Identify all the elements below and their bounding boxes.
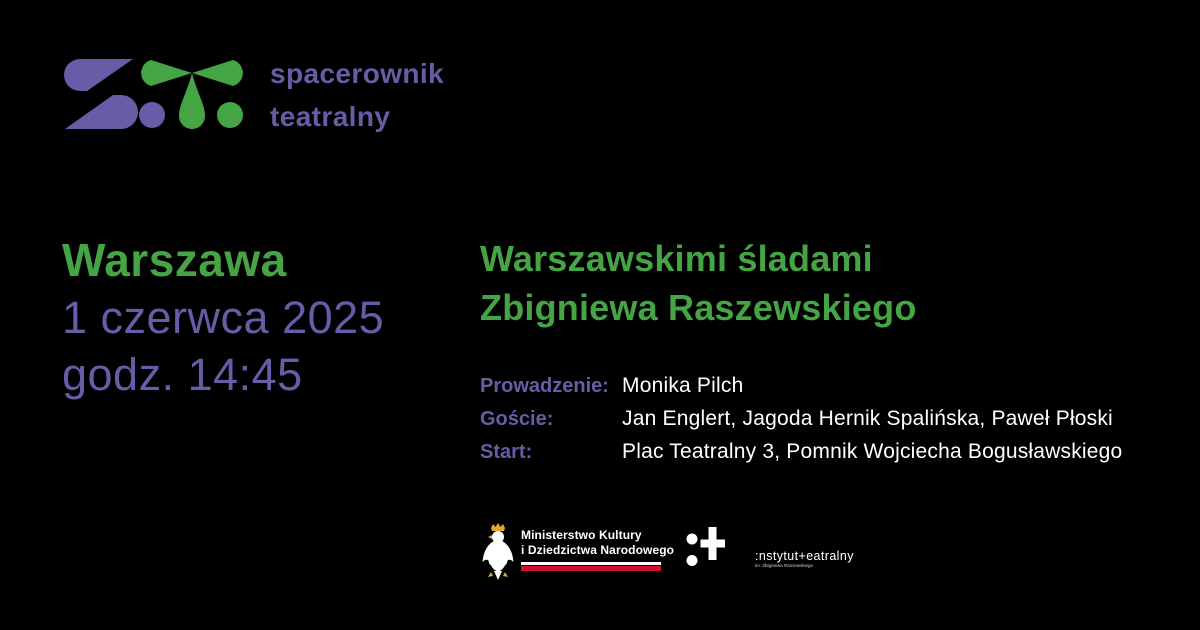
event-title-line1: Warszawskimi śladami <box>480 238 873 279</box>
brand-wordmark-line1: spacerownik <box>270 58 445 89</box>
ministry-logo <box>481 521 674 581</box>
event-when-where <box>62 232 492 403</box>
flag-stripe-white <box>521 562 661 565</box>
ministry-text-block <box>521 528 674 581</box>
ministry-name-line1: Ministerstwo Kultury <box>521 528 642 542</box>
event-time: godz. 14:45 <box>62 349 303 400</box>
event-date: 1 czerwca 2025 <box>62 292 385 343</box>
detail-value: Plac Teatralny 3, Pomnik Wojciecha Bogusławskiego <box>622 440 1123 463</box>
spacerownik-teatralny-logo-icon <box>63 57 253 133</box>
institute-text-block <box>755 550 854 569</box>
event-details <box>480 375 1180 474</box>
colon-plus-icon <box>684 524 728 568</box>
detail-row <box>480 408 1180 430</box>
polish-flag-stripes <box>521 562 661 571</box>
detail-row <box>480 375 1180 397</box>
detail-label: Prowadzenie: <box>480 375 609 397</box>
event-title <box>480 234 1140 332</box>
event-title-line2: Zbigniewa Raszewskiego <box>480 287 917 328</box>
ministry-name-line2: i Dziedzictwa Narodowego <box>521 543 675 557</box>
detail-value: Jan Englert, Jagoda Hernik Spalińska, Paweł Płoski <box>622 407 1113 430</box>
brand-wordmark <box>270 52 444 138</box>
institute-subtitle: im. Zbigniewa Raszewskiego <box>755 563 814 568</box>
detail-value: Monika Pilch <box>622 374 744 397</box>
institute-logo <box>684 524 904 570</box>
brand-wordmark-line2: teatralny <box>270 101 391 132</box>
polish-eagle-icon <box>481 523 515 581</box>
institute-name: :nstytut+eatralny <box>755 549 854 563</box>
detail-label: Goście: <box>480 408 554 430</box>
detail-label: Start: <box>480 441 533 463</box>
event-city: Warszawa <box>62 234 287 286</box>
flag-stripe-red <box>521 566 661 571</box>
detail-row <box>480 441 1180 463</box>
